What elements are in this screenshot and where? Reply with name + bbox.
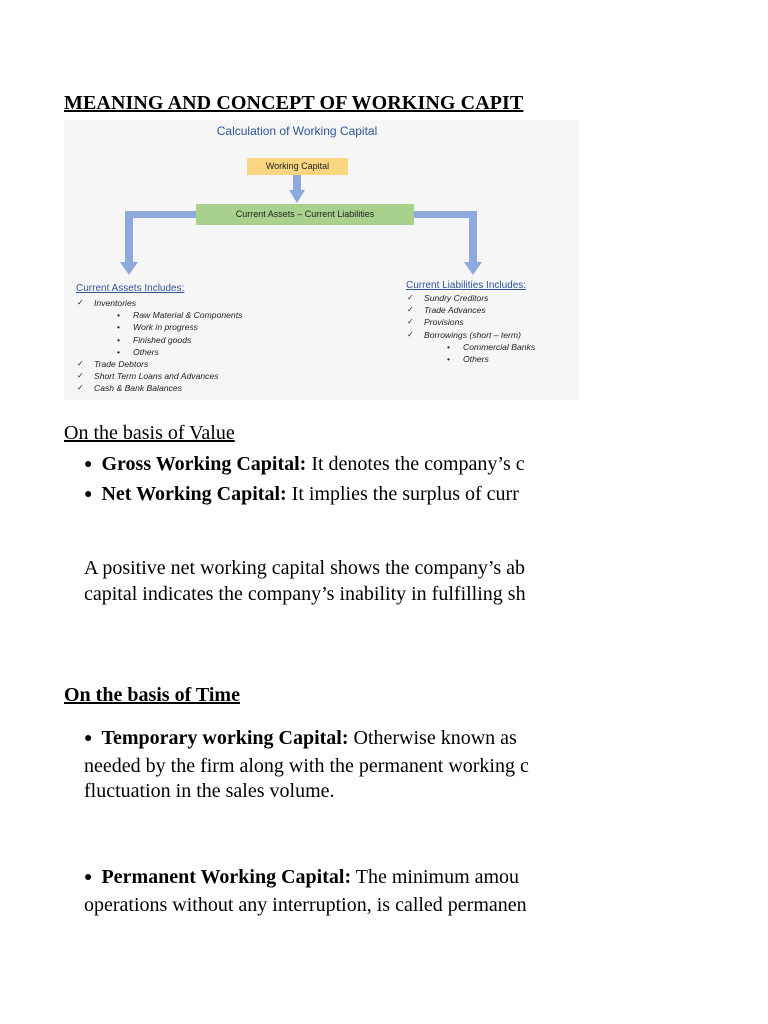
value-section-heading: On the basis of Value (64, 422, 235, 444)
paragraph-line: operations without any interruption, is called permanen (84, 893, 527, 916)
definition: Otherwise known as (348, 727, 517, 749)
definition: It denotes the company’s c (306, 453, 525, 475)
term: Permanent Working Capital: (101, 866, 352, 888)
sub-list (424, 341, 535, 365)
paragraph-line: capital indicates the company’s inability in fulfilling sh (84, 582, 526, 605)
definition: The minimum amou (351, 866, 520, 888)
center-arrow-shaft (293, 175, 301, 191)
list-item-label: Trade Advances (424, 305, 486, 316)
current-liabilities-heading: Current Liabilities Includes: (406, 280, 527, 291)
definition: It implies the surplus of curr (286, 483, 519, 505)
bullet-dot-icon: ● (84, 731, 93, 746)
right-arrow-connector (414, 211, 477, 218)
paragraph-line (84, 726, 529, 754)
list-item (77, 382, 242, 394)
list-item-label: Sundry Creditors (424, 293, 489, 303)
term: Net Working Capital: (101, 483, 287, 505)
center-arrow-head (289, 190, 305, 203)
working-capital-diagram (64, 120, 579, 400)
bullet-dot-icon: ● (84, 870, 93, 885)
list-item-label: Inventories (94, 298, 137, 308)
bullet-dot-icon: ● (84, 457, 93, 472)
term: Temporary working Capital: (101, 727, 349, 749)
right-arrow-head (464, 262, 482, 275)
list-item (77, 358, 242, 370)
term: Gross Working Capital: (101, 453, 307, 475)
sub-list-item: • Others (94, 346, 242, 358)
right-arrow-shaft (469, 211, 477, 263)
current-assets-minus-liabilities-box: Current Assets – Current Liabilities (196, 204, 414, 225)
list-item-label: Trade Debtors (94, 359, 149, 370)
list-item (84, 452, 525, 479)
list-item (407, 292, 535, 304)
bullet-dot-icon: ● (84, 487, 93, 502)
list-item (77, 297, 242, 358)
paragraph-line: fluctuation in the sales volume. (84, 780, 335, 802)
list-item-label: Provisions (424, 317, 464, 328)
left-arrow-shaft (125, 211, 133, 263)
list-item-label: Borrowings (short – term) (424, 329, 521, 340)
left-arrow-head (120, 262, 138, 275)
working-capital-box: Working Capital (247, 158, 348, 175)
sub-list-item: • Commercial Banks (424, 341, 535, 353)
current-assets-heading: Current Assets Includes: (76, 283, 185, 294)
list-item (407, 329, 535, 366)
current-assets-list (77, 297, 242, 395)
sub-list-item: • Raw Material & Components (94, 309, 242, 321)
list-item (84, 482, 519, 509)
sub-list (94, 309, 242, 358)
sub-list-item: • Work in progress (94, 321, 242, 333)
diagram-title: Calculation of Working Capital (216, 124, 378, 138)
paragraph-line: needed by the firm along with the permanent working c (84, 754, 529, 777)
current-liabilities-list (407, 292, 535, 365)
list-item (407, 316, 535, 328)
permanent-working-capital-paragraph (84, 865, 527, 918)
temporary-working-capital-paragraph (84, 726, 529, 805)
list-item-label: Short Term Loans and Advances (94, 371, 219, 382)
sub-list-item: • Others (424, 353, 535, 365)
left-arrow-connector (125, 211, 196, 218)
sub-list-item: • Finished goods (94, 334, 242, 346)
list-item (77, 370, 242, 382)
paragraph-line (84, 865, 527, 893)
list-item-label: Cash & Bank Balances (94, 383, 182, 394)
paragraph-line: A positive net working capital shows the company’s ab (84, 557, 526, 579)
time-section-heading: On the basis of Time (64, 684, 240, 706)
page-title: MEANING AND CONCEPT OF WORKING CAPIT (64, 92, 524, 114)
list-item (407, 304, 535, 316)
net-working-capital-paragraph (84, 556, 526, 607)
